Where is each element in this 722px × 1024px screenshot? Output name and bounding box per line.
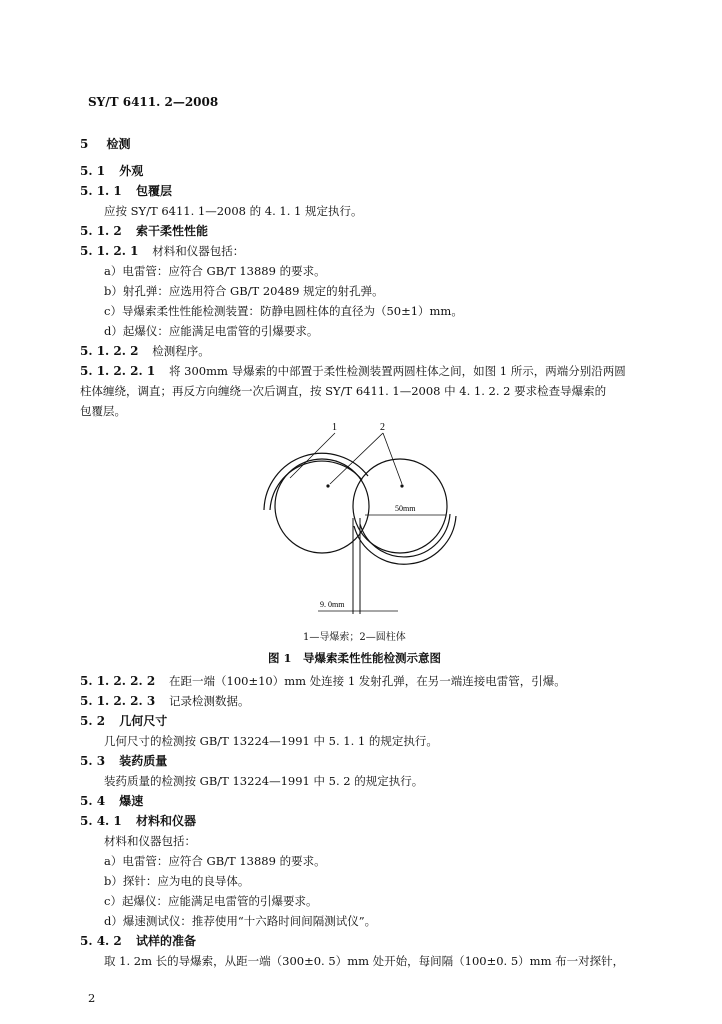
page-number: 2 [88,991,96,1005]
section-number: 5. 1 [80,164,106,178]
section-5-1-2-2-3 [80,693,250,709]
dimension-9-label: 9. 0mm [320,600,345,609]
section-number: 5. 1. 2. 2. 1 [80,364,156,378]
list-item: a）电雷管：应符合 GB/T 13889 的要求。 [104,854,326,868]
label-1: 1 [332,422,337,433]
list-item: b）射孔弹：应选用符合 GB/T 20489 规定的射孔弹。 [104,284,384,298]
section-text: 材料和仪器包括： [152,244,245,258]
section-title: 外观 [119,164,144,178]
section-text: 将 300mm 导爆索的中部置于柔性检测装置两圆柱体之间，如图 1 所示，两端分别沿两圆 [169,364,626,378]
section-5-heading [80,136,131,152]
section-title: 装药质量 [119,754,168,768]
section-5-2-heading [80,713,167,729]
section-5-3-heading [80,753,167,769]
section-number: 5. 1. 1 [80,184,122,198]
list-item: c）起爆仪：应能满足电雷管的引爆要求。 [104,894,318,908]
paragraph-5-2: 几何尺寸的检测按 GB/T 13224—1991 中 5. 1. 1 的规定执行。 [104,734,438,748]
section-5-4-heading [80,793,143,809]
section-text: 在距一端（100±10）mm 处连接 1 发射孔弹，在另一端连接电雷管，引爆。 [169,674,566,688]
standard-code: SY/T 6411. 2—2008 [88,95,219,109]
section-number: 5. 4. 1 [80,814,122,828]
leader-2a [330,433,383,484]
section-title: 试样的准备 [135,934,196,948]
section-5-1-2-2-2 [80,673,566,689]
list-item: c）导爆索柔性性能检测装置：防静电圆柱体的直径为（50±1）mm。 [104,304,463,318]
paragraph-line: 柱体缠绕，调直；再反方向缠绕一次后调直，按 SY/T 6411. 1—2008 中 4. 1. 2. 2 要求检查导爆索的 [80,384,607,398]
paragraph-5-4-1-intro: 材料和仪器包括： [104,834,196,848]
section-number: 5. 3 [80,754,106,768]
section-5-1-2-2-1 [80,363,626,379]
list-item: d）起爆仪：应能满足电雷管的引爆要求。 [104,324,319,338]
section-5-1-2-1 [80,243,244,259]
leader-1 [290,433,335,478]
figure-title: 图 1 导爆索柔性性能检测示意图 [268,651,442,665]
section-5-1-1-heading [80,183,172,199]
section-text: 检测程序。 [152,344,210,358]
label-2: 2 [380,422,385,433]
cord-inner-left [270,461,362,510]
section-number: 5 [80,137,89,151]
section-number: 5. 4. 2 [80,934,122,948]
section-title: 包覆层 [135,184,172,198]
paragraph-line: 包覆层。 [80,404,126,418]
section-number: 5. 4 [80,794,106,808]
paragraph-5-1-1: 应按 SY/T 6411. 1—2008 的 4. 1. 1 规定执行。 [104,204,363,218]
section-number: 5. 1. 2. 2. 2 [80,674,156,688]
section-5-1-2-2 [80,343,210,359]
section-title: 爆速 [119,794,144,808]
paragraph-5-4-2: 取 1. 2m 长的导爆索，从距一端（300±0. 5）mm 处开始，每间隔（100±0. 5）mm 布一对探针， [104,954,625,968]
section-title: 材料和仪器 [135,814,196,828]
section-title: 几何尺寸 [119,714,168,728]
section-5-4-2-heading [80,933,196,949]
section-number: 5. 1. 2. 2. 3 [80,694,156,708]
section-5-1-heading [80,163,143,179]
section-number: 5. 1. 2 [80,224,122,238]
section-number: 5. 2 [80,714,106,728]
list-item: a）电雷管：应符合 GB/T 13889 的要求。 [104,264,326,278]
section-5-4-1-heading [80,813,196,829]
list-item: d）爆速测试仪：推荐使用“十六路时间间隔测试仪”。 [104,914,377,928]
section-number: 5. 1. 2. 1 [80,244,139,258]
list-item: b）探针：应为电的良导体。 [104,874,250,888]
cylinder-center-left [326,484,329,487]
section-number: 5. 1. 2. 2 [80,344,139,358]
figure-1-diagram [250,418,480,618]
dimension-50-label: 50mm [395,504,416,513]
section-5-1-2-heading [80,223,208,239]
cylinder-center-right [400,484,403,487]
section-text: 记录检测数据。 [169,694,250,708]
section-title: 检测 [106,137,131,151]
section-title: 索干柔性性能 [135,224,208,238]
paragraph-5-3: 装药质量的检测按 GB/T 13224—1991 中 5. 2 的规定执行。 [104,774,424,788]
figure-legend: 1—导爆索；2—圆柱体 [303,632,406,643]
